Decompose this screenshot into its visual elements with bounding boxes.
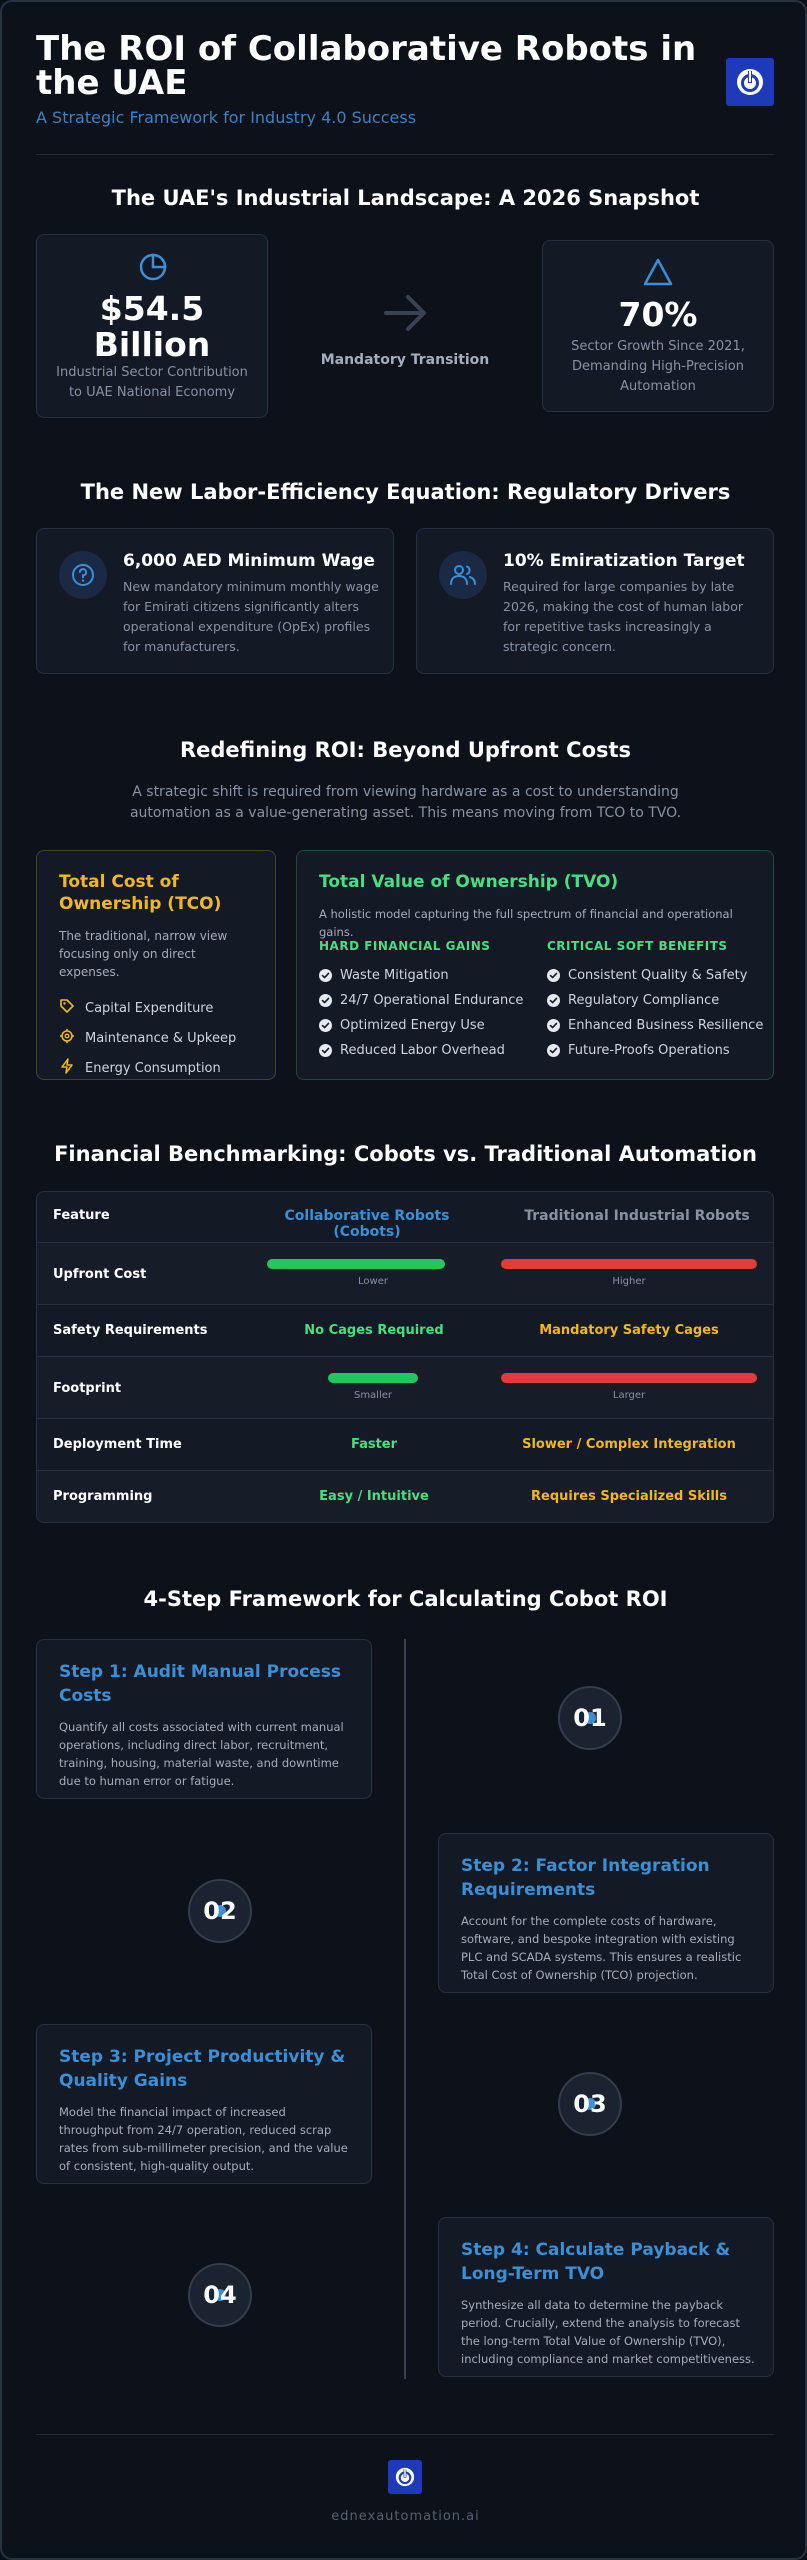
benefit-item: Future-Proofs Operations: [547, 1038, 767, 1063]
tco-item: Maintenance & Upkeep: [59, 1023, 259, 1053]
check-circle-icon: [547, 969, 560, 982]
driver-desc-wage: New mandatory minimum monthly wage for Emirati citizens significantly alters operational expenditure (OpEx) profiles for manufacturers.: [123, 579, 379, 654]
step-card-4: [438, 2217, 774, 2377]
stat-card-economy: [36, 234, 268, 418]
tvo-card: [296, 850, 774, 1080]
tco-title: Total Cost of Ownership (TCO): [59, 872, 222, 914]
driver-title-emiratization: 10% Emiratization Target: [503, 551, 745, 571]
upfront-cobot-label: Lower: [358, 1276, 388, 1287]
upfront-cobot-bar: [267, 1259, 445, 1269]
divider: [36, 154, 774, 155]
pie-chart-icon: [137, 251, 169, 287]
footprint-trad-label: Larger: [612, 1390, 646, 1401]
step-number-1: 01: [558, 1686, 622, 1750]
question-circle-icon: [59, 551, 107, 599]
step-desc: Account for the complete costs of hardware, software, and bespoke integration with existing PLC and SCADA systems. This ensures a realistic Total Cost of Ownership (TCO) projection.: [461, 1914, 742, 1982]
benefit-item: Waste Mitigation: [319, 963, 529, 988]
programming-cobot: Easy / Intuitive: [319, 1489, 429, 1504]
header-cobots: Collaborative Robots (Cobots): [284, 1208, 450, 1240]
tvo-title: Total Value of Ownership (TVO): [319, 872, 619, 892]
landscape-title: The UAE's Industrial Landscape: A 2026 Snapshot: [111, 186, 700, 210]
step-card-3: [36, 2024, 372, 2184]
benefit-item: 24/7 Operational Endurance: [319, 988, 529, 1013]
check-circle-icon: [319, 1044, 332, 1057]
benefit-item: Consistent Quality & Safety: [547, 963, 767, 988]
check-circle-icon: [319, 1019, 332, 1032]
deployment-trad: Slower / Complex Integration: [522, 1437, 736, 1452]
step-number-3: 03: [558, 2072, 622, 2136]
arrow-right-icon: [382, 292, 430, 338]
deployment-cobot: Faster: [350, 1437, 398, 1452]
benefit-item: Optimized Energy Use: [319, 1013, 529, 1038]
table-row: Programming Easy / Intuitive Requires Specialized Skills: [37, 1470, 774, 1523]
soft-benefits-list: CRITICAL SOFT BENEFITS Consistent Quality & Safety Regulatory Compliance Enhanced Business Resilience Future-Proofs Operations: [547, 939, 767, 1063]
step-desc: Quantify all costs associated with current manual operations, including direct labor, recruitment, training, housing, material waste, and downtime due to human error or fatigue.: [59, 1720, 344, 1788]
step-card-1: [36, 1639, 372, 1799]
driver-card-emiratization: [416, 528, 774, 674]
table-row: Safety Requirements No Cages Required Mandatory Safety Cages: [37, 1304, 774, 1356]
tco-item: Capital Expenditure: [59, 993, 259, 1023]
page-subtitle: A Strategic Framework for Industry 4.0 Success: [36, 108, 417, 127]
header-traditional: Traditional Industrial Robots: [524, 1208, 750, 1224]
tag-icon: [59, 998, 75, 1018]
roi-intro: A strategic shift is required from viewing hardware as a cost to understanding automation as a value-generating asset. This means moving from TCO to TVO.: [129, 784, 682, 821]
footprint-cobot-label: Smaller: [353, 1390, 393, 1401]
page-title: The ROI of Collaborative Robots in the UAE: [36, 29, 697, 103]
triangle-icon: [642, 257, 674, 291]
step-number-2: 02: [188, 1879, 252, 1943]
stat-value-growth: 70%: [618, 295, 698, 334]
header-feature: Feature: [53, 1208, 110, 1223]
table-row: Footprint Smaller Larger: [37, 1356, 774, 1418]
programming-trad: Requires Specialized Skills: [531, 1489, 727, 1504]
users-icon: [439, 551, 487, 599]
footer-logo-icon: [388, 2460, 422, 2494]
check-circle-icon: [547, 1019, 560, 1032]
tco-card: [36, 850, 276, 1080]
tco-desc: The traditional, narrow view focusing only on direct expenses.: [59, 929, 228, 979]
stat-desc-economy: Industrial Sector Contribution to UAE National Economy: [56, 365, 248, 400]
benchmark-table: [36, 1191, 774, 1523]
check-circle-icon: [547, 994, 560, 1007]
table-row: Deployment Time Faster Slower / Complex Integration: [37, 1418, 774, 1470]
check-circle-icon: [547, 1044, 560, 1057]
benefit-item: Reduced Labor Overhead: [319, 1038, 529, 1063]
table-row: Upfront Cost Lower Higher: [37, 1242, 774, 1304]
power-logo-icon: [726, 58, 774, 106]
upfront-trad-bar: [501, 1259, 757, 1269]
footprint-trad-bar: [501, 1373, 757, 1383]
driver-desc-emiratization: Required for large companies by late 2026, making the cost of human labor for repetitive tasks increasingly a strategic concern.: [503, 579, 743, 654]
upfront-trad-label: Higher: [612, 1276, 646, 1287]
drivers-title: The New Labor-Efficiency Equation: Regulatory Drivers: [80, 480, 731, 504]
tco-item: Energy Consumption: [59, 1053, 259, 1083]
timeline-line: [404, 1639, 406, 2379]
benchmark-title: Financial Benchmarking: Cobots vs. Traditional Automation: [54, 1142, 757, 1166]
check-circle-icon: [319, 969, 332, 982]
tvo-desc: A holistic model capturing the full spectrum of financial and operational gains.: [319, 907, 733, 939]
driver-card-wage: [36, 528, 394, 674]
footer-divider: [36, 2434, 774, 2435]
stat-value-economy: $54.5 Billion: [93, 289, 211, 364]
step-card-2: [438, 1833, 774, 1993]
check-circle-icon: [319, 994, 332, 1007]
step-title: Step 2: Factor Integration Requirements: [461, 1856, 710, 1900]
benefit-item: Regulatory Compliance: [547, 988, 767, 1013]
safety-trad: Mandatory Safety Cages: [539, 1323, 719, 1338]
wrench-icon: [59, 1028, 75, 1048]
driver-title-wage: 6,000 AED Minimum Wage: [123, 551, 375, 571]
header: [36, 29, 776, 127]
step-title: Step 4: Calculate Payback & Long-Term TVO: [461, 2240, 731, 2284]
hard-gains-list: HARD FINANCIAL GAINS Waste Mitigation 24/7 Operational Endurance Optimized Energy Use Reduced Labor Overhead: [319, 939, 529, 1063]
benefit-item: Enhanced Business Resilience: [547, 1013, 767, 1038]
step-title: Step 1: Audit Manual Process Costs: [59, 1662, 342, 1706]
roi-title: Redefining ROI: Beyond Upfront Costs: [179, 738, 632, 762]
stat-card-growth: [542, 240, 774, 412]
footprint-cobot-bar: [328, 1373, 417, 1383]
footer-site-link[interactable]: ednexautomation.ai: [331, 2509, 480, 2524]
lightning-icon: [59, 1058, 75, 1078]
step-desc: Model the financial impact of increased throughput from 24/7 operation, reduced scrap rates from sub-millimeter precision, and the value of consistent, high-quality output.: [59, 2105, 348, 2173]
step-number-4: 04: [188, 2263, 252, 2327]
step-title: Step 3: Project Productivity & Quality Gains: [59, 2047, 346, 2091]
safety-cobot: No Cages Required: [304, 1323, 444, 1338]
framework-title: 4-Step Framework for Calculating Cobot ROI: [143, 1587, 668, 1611]
transition-label: Mandatory Transition: [320, 352, 490, 368]
stat-desc-growth: Sector Growth Since 2021, Demanding High-Precision Automation: [571, 339, 745, 394]
step-desc: Synthesize all data to determine the payback period. Crucially, extend the analysis to forecast the long-term Total Value of Ownership (TVO), including compliance and market competitiveness.: [461, 2298, 755, 2366]
